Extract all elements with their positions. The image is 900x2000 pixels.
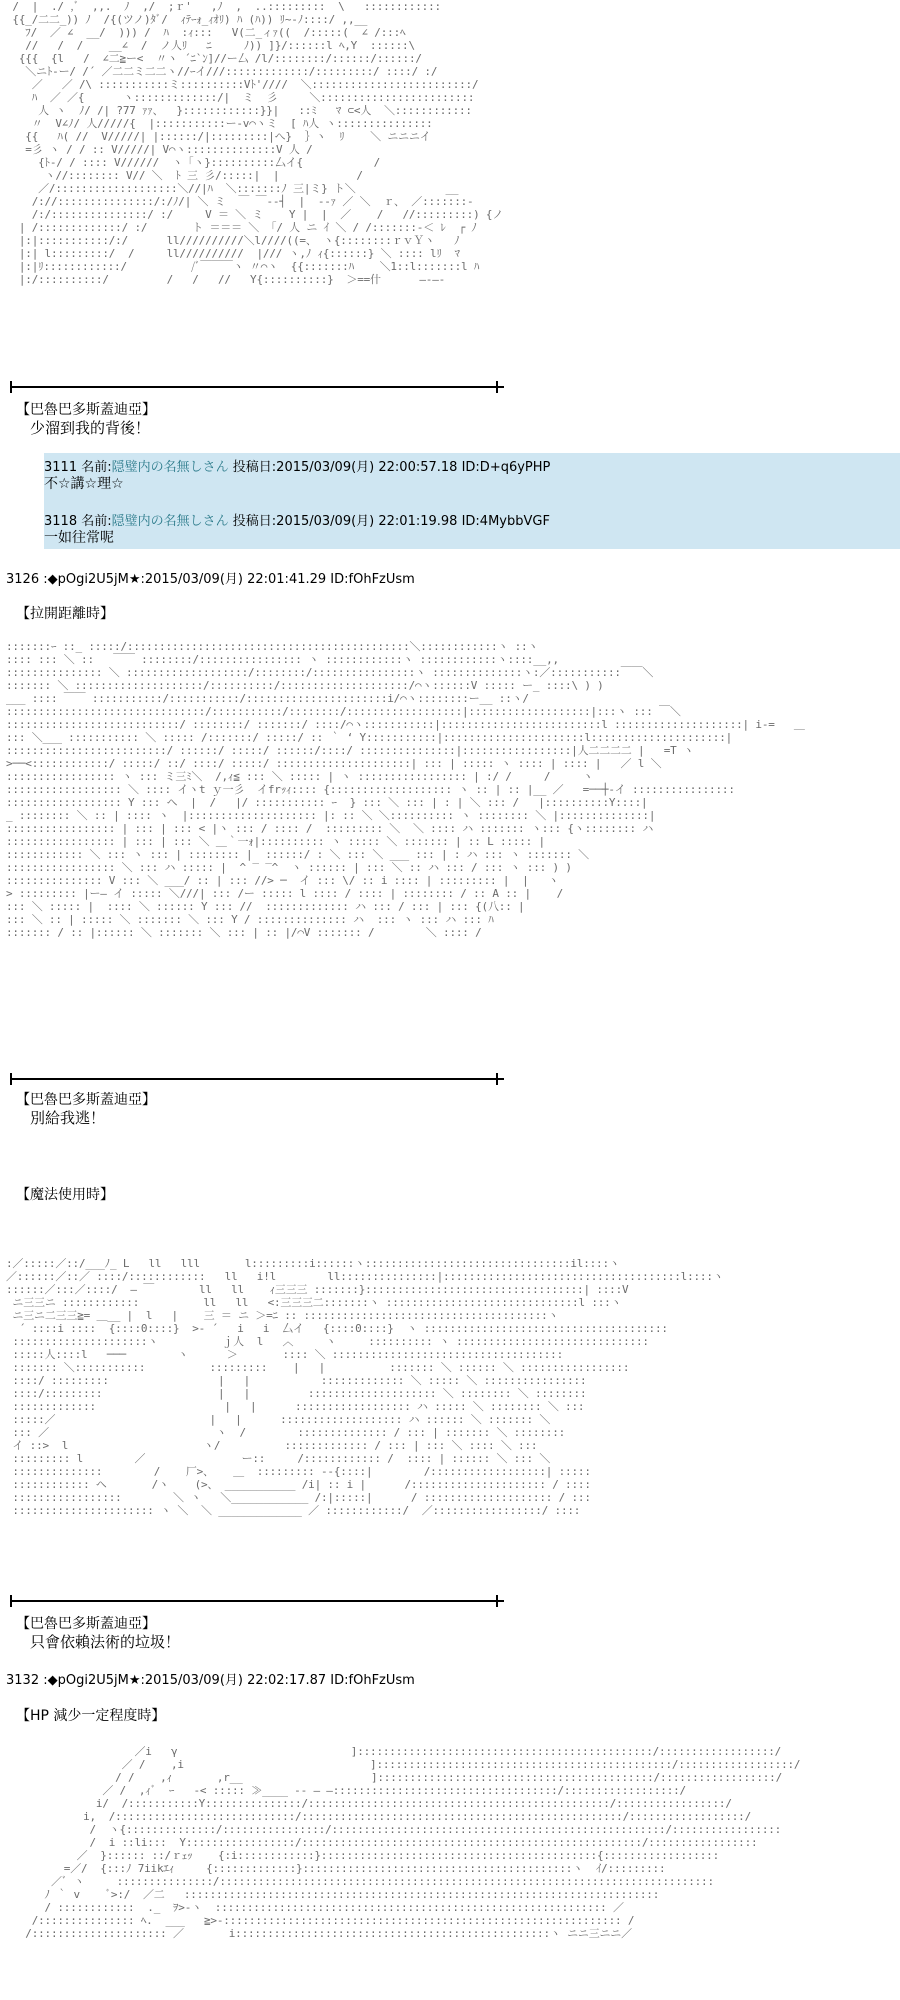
post-date: 2015/03/09(月) 22:02:17.87 [144,1673,327,1688]
name-label: 名前: [81,460,112,475]
name-label: 名前: [81,514,112,529]
dialogue-line: 別給我逃！ [30,1109,106,1127]
separator-line [10,1600,504,1602]
ascii-art-character-1: / | ./ ,ﾞ ,,. ﾉ ,/ ;ｒ' ,ﾉ , ..::::::::: \ :::::::::::: {{_/二二_)) ﾉ /{(ツノ)ﾀﾞ/ ｨﾃｰｫ_ｨｵﾘ) ﾊ (ﾊ)) ﾘ~-ﾉ::::/ ,,__ ﾌ/ ／ ∠ __/ ))) / ﾊ :ｨ::: V(二_ィｧ(( /:::::( ∠ /:::ﾍ // / / __∠ / ノ人ﾘ ﾆ ﾉ)) ]}/::::::l ﾍ,Y ::::::\ {{{ {l / ∠二≧ー< 〃ヽ ´ﾆ`ﾝ]//ー厶 /l/::::::::/::::::/::::::/ ＼ニﾄ‐ー/ /´ ／二二ミ二二ヽ//ｰイ///:::::::::::::/:::::::::/ ::::/ :/ ／ ／ /\ :::::::::::ミ::::::::::Vﾄ'//// ＼:::::::::::::::::::::::::/ ﾊ ／ ／{ ヽ:::::::::::::/| ミ 彡 ＼:::::::::::::::::::::::: 人 ヽ ﾉ/ /| ?77 ｧｧ、 }::::::::::::}}| ::ﾐ ﾏ ⊂<人 ＼:::::::::::: 〃 V∠ﾉ/ 人/////{ |:::::::::::ー-v⌒ヽミ [ ﾊ人 ヽ::::::::::::::: {{ ﾊ( // V/////| |::::::/|:::::::::|へ} ｝ヽ ﾘ ＼ ニニニイ =彡 ヽ / / :: V/////| V⌒ヽ::::::::::::::V 人 / {ﾄ-/ / :::: V////// ヽ「ヽ}::::::::::厶イ{ / ヽ//:::::::: V// ＼ ﾄ 三 彡/:::::| | / ／/:::::::::::::::::::＼//|ﾊ ＼:::::::ﾉ 三|ミ} ト＼ __ /://:::::::::::::::/:/ﾉ/| ＼ ミ ￣ ￣‐-┤ | ‐‐ｧ ／ ＼ ｒ、 ／:::::::‐ /:/:::::::::::::::/ :/ V ＝ ＼ ミ Y | | ／ / //:::::::::) {ノ | /:::::::::::::/ :/ ト ＝＝＝ ＼ 「/ 人 ニ ｲ ＼ / /:::::::‐＜ ﾚ ┌ ﾉ |:|:::::::::::/:/ ll//////////＼l////((=、 ヽ{::::::::ｒｖＹヽ ﾉ |:| l:::::::::/ / ll////////// |/// ヽ,ﾉ ｨ{::::::} ＼ :::: lﾘ ﾏ |:|ﾘ::::::::::::/ /ﾞ￣￣￣ヽ 〃⌒ヽ {{:::::::ﾊ ＼1::l:::::::l ﾊ |:/::::::::::/ / / // Y{::::::::::} ＞==什 ―-―‐ [12,0,504,286]
quote-header [44,510,550,529]
star-icon: ★ [128,1673,141,1688]
dialogue-line: 只會依賴法術的垃圾！ [30,1633,181,1651]
separator-tick-right [496,1073,498,1085]
poster-trip: ◆pOgi2U5jM [47,572,129,587]
separator-tick-right [496,381,498,393]
post-date: 2015/03/09(月) 22:00:57.18 [276,460,458,475]
post-id: ID:fOhFzUsm [330,1673,415,1688]
post-header: 3132 :◆pOgi2U5jM★:2015/03/09(月) 22:02:17.87 ID:fOhFzUsm [6,1673,415,1688]
post-date: 2015/03/09(月) 22:01:19.98 [276,514,458,529]
separator-line [10,1078,504,1080]
separator-tick-left [10,381,12,393]
ascii-art-character-4: ／i γ ]::::::::::::::::::::::::::::::::::::::::::::::/::::::::::::::::::/ ／ / ,i ]::::::::::::::::::::::::::::::::::::::::::::::/::::::::::::::::::/ / / ,ｨ ,r__ ]:::::::::::::::::::::::::::::::::::::::::::/::::::::::::::::::/ ／ / ,ｨﾞ ｰ ‐< ::::: ≫____ ‐‐ ― ―:::::::::::::::::::::::::::::::::::/::::::::::::::::::/ i/ /:::::::::::Y:::::::::::::::/:::::::::::::::::::::::::::::::::::::::::::::::/:::::::::::::::::/ i, /::::::::::::::::::::::::::::/::::::::::::::::::::::::::::::::::::::::::::::::::/::::::::::::::::::/ / ヽ{::::::::::::::/::::::::::::::::/::::::::::::::::::::::::::::::::::::::::::::::::::::/::::::::::::::::: / i ::li::: Y:::::::::::::::::/:::::::::::::::::::::::::::::::::::::::::::::::::::::/::::::::::::::::: ／ }:::::: ::/ｒｪｯ {:i::::::::::::}:::::::::::::::::::::::::::::::::::::::::::{:::::::::::::::::: =／/ {:::ﾉ 7iikｴｨ {:::::::::::::}::::::::::::::::::::::::::::::::::::::::::ヽ ｲ/::::::::: ／ﾞ ヽ :::::::::::::::/::::::::::::::::::::::::::::::::::::::::::::::::::::::::::::::::::::::::::::: ﾉ ｀ v ﾞ>:/ ／二 :::::::::::::::::::::::::::::::::::::::::::::::::::::::::::::::::::::::::: / :::::::::::: ._ ｦ>-ヽ ::::::::::::::::::::::::::::::::::::::::::::::::::::::::::::: ／ /::::::::::::::: ﾍ. ___ ≧>-:::::::::::::::::::::::::::::::::::::::::::::::::::::::::::::: / /::::::::::::::::::::: ／ i:::::::::::::::::::::::::::::::::::::::::::::::::ヽ ニニ三ニニ／ [25,1745,801,1940]
post-id: ID:D+q6yPHP [461,460,551,475]
poster-trip: ◆pOgi2U5jM [47,1673,129,1688]
separator-line [10,386,504,388]
quoted-replies-box [44,453,900,549]
post-id: ID:4MybbVGF [461,514,550,529]
post-header: 3126 :◆pOgi2U5jM★:2015/03/09(月) 22:01:41.29 ID:fOhFzUsm [6,572,415,587]
date-label: 投稿日: [232,460,277,475]
post-number[interactable]: 3118 [44,514,78,529]
section-label: 【魔法使用時】 [16,1187,114,1203]
date-label: 投稿日: [232,514,277,529]
section-label: 【拉開距離時】 [16,606,114,622]
post-number[interactable]: 3111 [44,460,78,475]
speaker-name: 【巴魯巴多斯蓋迪亞】 [16,1616,156,1632]
quote-body: 一如往常呢 [44,530,114,546]
separator-tick-left [10,1073,12,1085]
separator-tick-right [496,1595,498,1607]
poster-name: 隠璧内の名無しさん [111,460,229,475]
separator-tick-left [10,1595,12,1607]
post-number[interactable]: 3132 [6,1673,40,1688]
section-label: 【HP 減少一定程度時】 [16,1708,166,1724]
post-id: ID:fOhFzUsm [330,572,415,587]
post-date: 2015/03/09(月) 22:01:41.29 [144,572,327,587]
speaker-name: 【巴魯巴多斯蓋迪亞】 [16,402,156,418]
post-number[interactable]: 3126 [6,572,40,587]
ascii-art-character-3: :／:::::／::/___ﾉ_ L ll lll l:::::::::i::::::ヽ::::::::::::::::::::::::::::::::il::::ヽ ／::::::／::／ ::::/:::::::::::: ll i!l ll:::::::::::::::|:::::::::::::::::::::::::::::::::::::l::::ヽ ::::::／:::／::::/ ― ￣ ll ll ｨ三三三 :::::::}::::::::::::::::::::::::::::::::::| ::::V ニ三三ニ :::::::::::: ll ll <:三三三二:::::::ヽ ::::::::::::::::::::::::::::::l :::ヽ ニ三ニ二三三≧= ＿__ | l | 三 ＝ ニ ＞=ﾆ :: ::::::::::::::::::::::::::::::::::::::ヽ ´ ::::i :::: {::::0::::} >‐ ´ i i 厶イ {::::0::::} ヽ :::::::::::::::::::::::::::::::::::::: :::::::::::::::::::::ヽ ｊ人 l ︿ ヽ :::::::::: ヽ :::::::::::::::::::::::::::::: :::::人::::l ─── ヽ ＞ :::: ＼ :::::::::::::::::::::::::::::::::::: ::::::: ＼::::::::::: ::::::::: | | ::::::: ＼ :::::: ＼ ::::::::::::::::: ::::/ ::::::::: | | ::::::::::::: ＼ ::::: ＼ :::::::::::::::: ::::/::::::::: | | :::::::::::::::::::: ＼ :::::::: ＼ :::::::: ::::::::::::: | | :::::::::::::::::: ハ ::::: ＼ :::::::: ＼ ::: :::::／ | | ::::::::::::::::::: ハ :::::: ＼ ::::::: ＼ ::: ／ ヽ / :::::::::::::: / ::: | ::::::: ＼ :::::::: イ ::> l ヽ/ ::::::::::::: / ::: | ::: ＼ :::: ＼ ::: ::::::::: l ／ ー:: /:::::::::::: / :::: | :::::: ＼ ::: ＼ :::::::::::::: / 厂>、 ＿ ::::::::: -‐{::::| /::::::::::::::::::| ::::: :::::::::::: ヘ /ヽ (>、 ___________ /i| :: i | /::::::::::::::::::::: / :::: ::::::::::::::::: ＼ ヽ ＼____________ /:|:::::| / :::::::::::::::::::: / ::: :::::::::::::::::::::: ヽ ＼ ＼ _____________ ／ ::::::::::::/ ／:::::::::::::::::/ :::: [6,1257,724,1517]
speaker-name: 【巴魯巴多斯蓋迪亞】 [16,1092,156,1108]
ascii-art-character-2: :::::::ｰ ::_ :::::/::::::::::::::::::::::::::::::::::::::::::::＼::::::::::::ヽ ::ヽ :::: ::: ＼ :: ￣￣ ::::::::/:::::::::::::::: ヽ ::::::::::::ヽ ::::::::::::ヽ::::__,, ::::::::::::::: ＼ :::::::::::::::::::/::::::::/::::::::::::::::ヽ ::::::::::::::ヽ:／:::::::::::￣￣＼ ::::::: ＼ ::::::::::::::::::::/::::::::::/::::::::::::::::::::/⌒ヽ::::::V ::::: ー_ ::::\ ) ) ___ :::: ￣￣ :::::::::::/:::::::::::/::::::::::::::::::::::i/⌒ヽ::::::::ー__ ::ヽ/ :::::::::::::::::::::::::::::::/:::::::::::/::::::::/::::::::::::::::::|:::::::::::::::::::|:::ヽ ::: ￣＼ :::::::::::::::::::::::::::/ ::::::::/ :::::::/ ::::/⌒ヽ:::::::::::|:::::::::::::::::::::::::l ::::::::::::::::::::| i-= ＿ ::: ＼___ ::::::::::: ＼ ::::: /:::::::/ :::::/ :: ｀ ‘ Y:::::::::::|::::::::::::::::::::::l:::::::::::::::::::::| :::::::::::::::::::::::::/ ::::::/ :::::/ ::::::/::::/ :::::::::::::::|:::::::::::::::::|人二二二二 | =T ヽ >──<::::::::::::/ :::::/ ::/ ::::/ :::::/ :::::::::::::::::::::| ::: | ::::: ヽ :::: | :::: | ／ l ＼ ::::::::::::::::: ヽ ::: ミ三ﾐ＼ /,ｨ≦ ::: ＼ ::::: | ヽ ::::::::::::::::: | :/ / / ヽ :::::::::::::::::: ＼ :::: イヽt ｙ一彡 イfrｯｨ:::: {::::::::::::::::::: ヽ :: | :: |__ ／ =──┼‐イ :::::::::::::::: :::::::::::::::::: Y ::: ヘ | / |/ ::::::::::: ｰ } ::: ＼ ::: | : | ＼ ::: / |::::::::::Y::::| _ :::::::: ＼ :: | :::: ヽ |:::::::::::::::::::: |: :: ＼ ＼:::::::::: ヽ :::::::: ＼ |::::::::::::::| ::::::::::::::::: | ::: | ::: < |ヽ ::: / :::: / ::::::::: ＼ ＼ :::: ハ ::::::: ヽ::: {ヽ:::::::: ハ ::::::::::::::::: | ::: | ::: ＼ ＿｀一ｫ|:::::::::: ヽ ::::: ＼ ::::::: | :: L ::::: | :::::::::::: ＼ ::: ヽ ::: | :::::::: | ::::::/ : ＼ ::: ＼ ___ ::: | : ハ ::: ヽ ::::::: ＼ ::::::::::::::::: ＼ ::: ハ ::::: | ^ ‾ ‾^ ヽ :::::: | ::: ＼ :: ハ ::: / ::: ヽ ::: ) ) ::::::::::::::: V ::: ＼ ___/ :: | ::: //> ─ イ ::: \/ :: i :::: | ::::::::: | | ヽ > ::::::::: |ー― イ ::::: ＼///| ::: /ー ::::: l :::: / :::: | :::::::: / :: A :: | / ::: ＼ ::::: | :::: ＼ :::::: Y ::: // ::::::::::::: ハ ::: / ::: | ::: {(八:: | ::: ＼ :: | ::::: ＼ ::::::: ＼ ::: Y / :::::::::::::: ハ ::: ヽ ::: ハ ::: ﾊ ::::::: / :: |:::::: ＼ ::::::: ＼ ::: | :: |/⌒V ::::::: / ＼ :::: / [6,640,805,939]
quote-body: 不☆講☆理☆ [44,476,124,492]
star-icon: ★ [128,572,141,587]
poster-name: 隠璧内の名無しさん [111,514,229,529]
dialogue-line: 少溜到我的背後！ [30,419,151,437]
